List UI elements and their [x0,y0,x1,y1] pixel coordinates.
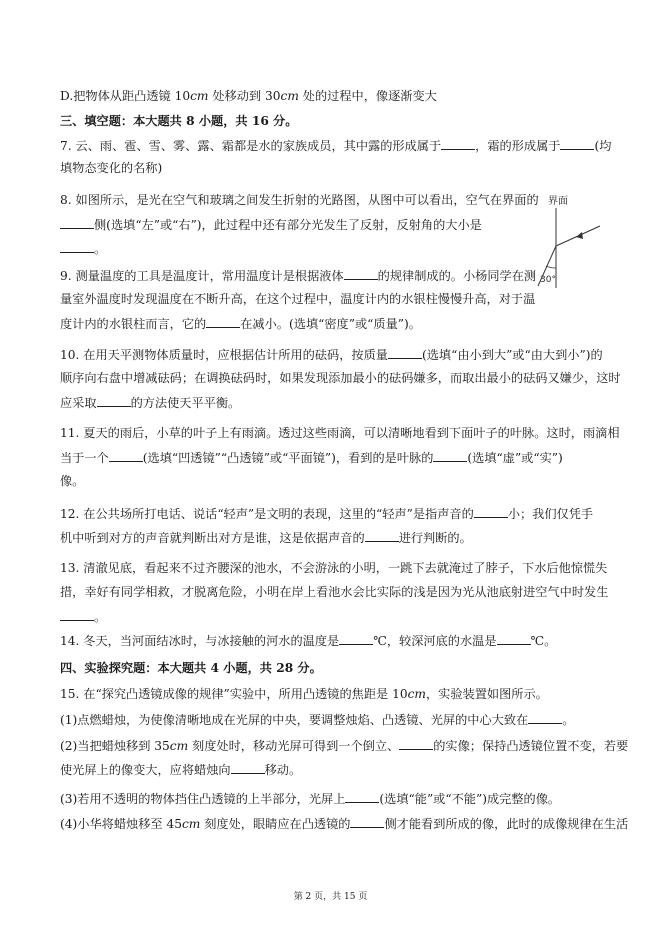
text: 处移动到 30 [208,89,281,103]
text: 9. 测量温度的工具是温度计，常用温度计是根据液体 [60,269,344,283]
answer-blank[interactable] [344,267,378,280]
answer-blank[interactable] [339,632,373,645]
text: 移动。 [264,763,302,777]
answer-blank[interactable] [231,761,265,774]
line-q13a [60,560,607,576]
answer-blank[interactable] [497,632,531,645]
refraction-diagram [530,190,612,290]
line-q10b [60,370,621,386]
text: 处的过程中，像逐渐变大 [298,89,437,103]
text: 措，幸好有同学相救，才脱离危险，小明在岸上看池水会比实际的浅是因为光从池底射进空气中时发生 [60,585,609,599]
text: 8. 如图所示，是光在空气和玻璃之间发生折射的光路图，从图中可以看出，空气在界面的 [60,193,539,207]
answer-blank[interactable] [433,449,467,462]
text: 像。 [60,474,85,488]
text: 的方法使天平平衡。 [130,396,241,410]
line-q11b [60,449,563,466]
text: 填物态变化的名称) [60,161,163,175]
text: 刻度处，眼睛应在凸透镜的 [200,817,351,831]
answer-blank[interactable] [109,449,143,462]
line-d-option [60,88,437,104]
text: 侧才能看到所成的像，此时的成像规律在生活 [384,817,629,831]
line-q15-4 [60,815,628,832]
line-q12b [60,529,472,546]
line-q15-1 [60,711,574,728]
text: 10. 在用天平测物体质量时，应根据估计所用的砝码，按质量 [60,348,388,362]
line-q15-3 [60,790,560,807]
answer-blank[interactable] [560,137,594,150]
line-q12a [60,505,593,522]
text: 11. 夏天的雨后，小草的叶子上有雨滴。透过这些雨滴，可以清晰地看到下面叶子的叶脉。这时，雨滴相 [60,426,620,440]
arrow-icon [576,232,583,239]
text: 三、填空题：本大题共 8 小题，共 16 分。 [60,114,298,128]
text: 12. 在公共场所打电话、说话“轻声”是文明的表现，这里的“轻声”是指声音的 [60,507,474,521]
text: (4)小华将蜡烛移至 45 [60,817,182,831]
text: 小；我们仅凭手 [507,507,594,521]
text: 15. 在“探究凸透镜成像的规律”实验中，所用凸透镜的焦距是 10 [60,687,408,701]
answer-blank[interactable] [350,815,384,828]
answer-blank[interactable] [441,137,475,150]
line-q13c [60,608,106,625]
answer-blank[interactable] [60,216,94,229]
line-q9c [60,315,421,332]
text: ，霜的形成属于 [475,139,561,153]
line-q15 [60,686,548,702]
line-q11a [60,425,620,441]
unit-cm: cm [407,687,426,701]
text: 。 [94,610,107,624]
unit-cm: cm [280,89,299,103]
text: (3)若用不透明的物体挡住凸透镜的上半部分，光屏上 [60,792,346,806]
text: 侧(选填“左”或“右”)，此过程中还有部分光发生了反射，反射角的大小是 [94,218,482,232]
line-q15-2b [60,761,301,778]
text: 13. 清澈见底，看起来不过齐腰深的池水，不会游泳的小明，一跳下去就淹过了脖子，下水后他惊慌失 [60,561,608,575]
text: ℃。 [530,634,557,648]
answer-blank[interactable] [474,505,508,518]
line-q8a [60,192,539,208]
text: (均 [594,139,612,153]
line-q13b [60,584,608,600]
text: ，实验装置如图所示。 [426,687,548,701]
text: D.把物体从距凸透镜 10 [60,89,191,103]
text: 的规律制成的。小杨同学在测 [377,269,537,283]
line-q9b [60,291,535,307]
line-q8c [60,240,106,257]
line-q14 [60,632,556,649]
text: 使光屏上的像变大，应将蜡烛向 [60,763,231,777]
interface-label: 界面 [548,196,568,207]
answer-blank[interactable] [97,394,131,407]
text: 的实像；保持凸透镜位置不变，若要 [433,739,629,753]
text: 当于一个 [60,451,109,465]
text: 。 [562,713,575,727]
text: 进行判断的。 [398,531,472,545]
text: (选填“能”或“不能”)成完整的像。 [379,792,561,806]
text: 顺序向右盘中增减砝码；在调换砝码时，如果发现添加最小的砝码嫌多，而取出最小的砝码又嫌少，这时 [60,371,621,385]
text: 量室外温度时发现温度在不断升高，在这个过程中，温度计内的水银柱慢慢升高，对于温 [60,292,536,306]
text: 刻度处时，移动光屏可得到一个倒立、 [188,739,400,753]
answer-blank[interactable] [345,790,379,803]
line-q9a [60,267,536,284]
unit-cm: cm [181,817,201,831]
line-sec3 [60,113,297,129]
text: 14. 冬天，当河面结冰时，与冰接触的河水的温度是 [60,634,340,648]
answer-blank[interactable] [388,346,422,359]
line-q11c [60,473,84,489]
text: (选填“由小到大”或“由大到小”)的 [421,348,603,362]
text: (1)点燃蜡烛，为使像清晰地成在光屏的中央，要调整烛焰、凸透镜、光屏的中心大致在 [60,713,529,727]
text: 四、实验探究题：本大题共 4 小题，共 28 分。 [60,661,322,675]
line-sec4 [60,660,322,676]
text: ℃，较深河底的水温是 [373,634,497,648]
angle-arc [546,266,556,268]
text: (选填“凹透镜”“凸透镜”或“平面镜”)，看到的是叶脉的 [142,451,434,465]
angle-label: 30° [540,275,556,285]
answer-blank[interactable] [60,240,94,253]
text: 7. 云、雨、雹、雪、雾、露、霜都是水的家族成员，其中露的形成属于 [60,139,442,153]
text: 度计内的水银柱而言，它的 [60,317,207,331]
text: 。 [94,242,107,256]
unit-cm: cm [190,89,209,103]
line-q8b [60,216,482,233]
line-q15-2a [60,737,628,754]
text: 机中听到对方的声音就判断出对方是谁，这是依据声音的 [60,531,365,545]
answer-blank[interactable] [206,315,240,328]
line-q7a [60,137,611,154]
answer-blank[interactable] [399,737,433,750]
page-footer: 第 2 页，共 15 页 [293,892,368,902]
unit-cm: cm [169,739,189,753]
text: (2)当把蜡烛移到 35 [60,739,170,753]
line-q7b [60,160,162,176]
text: (选填“虚”或“实”) [467,451,563,465]
line-q10a [60,346,603,363]
answer-blank[interactable] [60,608,94,621]
text: 应采取 [60,396,97,410]
answer-blank[interactable] [365,529,399,542]
text: 在减小。(选填“密度”或“质量”)。 [240,317,421,331]
line-q10c [60,394,240,411]
answer-blank[interactable] [528,711,562,724]
